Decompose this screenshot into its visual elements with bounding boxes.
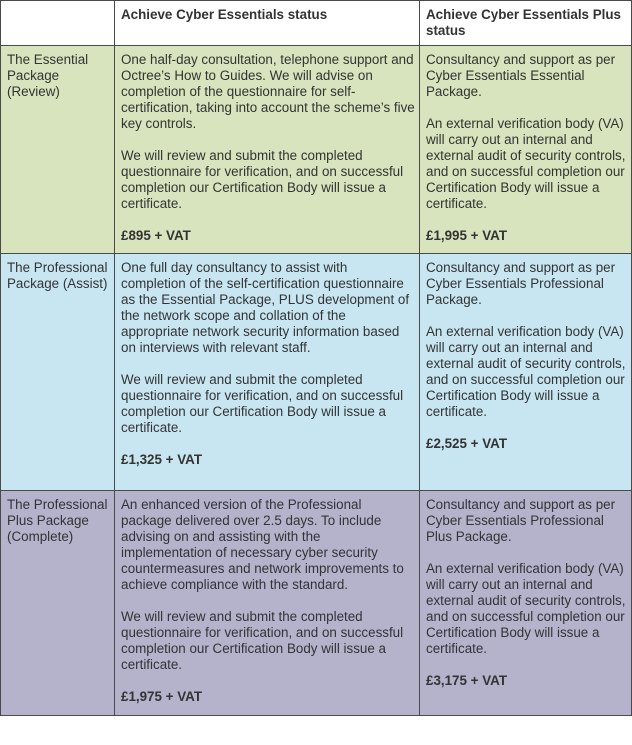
package-name: The Professional Package (Assist) <box>7 260 108 291</box>
price: £3,175 + VAT <box>426 673 508 688</box>
header-row <box>1 1 632 46</box>
header-empty-cell <box>1 1 115 46</box>
price: £1,975 + VAT <box>121 689 203 704</box>
table-row <box>1 491 632 716</box>
price: £895 + VAT <box>121 228 191 243</box>
price: £1,995 + VAT <box>426 228 508 243</box>
cyber-essentials-plus-cell <box>420 46 632 254</box>
description-paragraph: An external verification body (VA) will carry out an internal and external audit of security controls, and on successful completion our Certification Body will issue a certificate. <box>426 116 626 211</box>
package-name: The Essential Package (Review) <box>7 52 89 99</box>
header-cyber-essentials: Achieve Cyber Essentials status <box>115 1 420 46</box>
package-name-cell <box>1 254 115 491</box>
cyber-essentials-plus-cell <box>420 491 632 716</box>
price: £2,525 + VAT <box>426 436 508 451</box>
description-paragraph: We will review and submit the completed questionnaire for verification, and on successful completion our Certification Body will issue a certificate. <box>121 372 404 435</box>
cyber-essentials-plus-cell <box>420 254 632 491</box>
cyber-essentials-cell <box>115 254 420 491</box>
description-paragraph: An enhanced version of the Professional package delivered over 2.5 days. To include advising on and assisting with the implementation of necessary cyber security countermeasures and network improvements to achieve compliance with the standard. <box>121 497 404 592</box>
package-name: The Professional Plus Package (Complete) <box>7 497 108 544</box>
package-name-cell <box>1 46 115 254</box>
cyber-essentials-cell <box>115 46 420 254</box>
description-paragraph: We will review and submit the completed questionnaire for verification, and on successful completion our Certification Body will issue a certificate. <box>121 609 404 672</box>
description-paragraph: One half-day consultation, telephone support and Octree’s How to Guides. We will advise on completion of the questionnaire for self-certification, taking into account the scheme’s five key controls. <box>121 52 415 131</box>
package-name-cell <box>1 491 115 716</box>
table-row <box>1 46 632 254</box>
description-paragraph: An external verification body (VA) will carry out an internal and external audit of security controls, and on successful completion our Certification Body will issue a certificate. <box>426 561 626 656</box>
header-cyber-essentials-plus: Achieve Cyber Essentials Plus status <box>420 1 632 46</box>
description-paragraph: An external verification body (VA) will carry out an internal and external audit of security controls, and on successful completion our Certification Body will issue a certificate. <box>426 324 626 419</box>
description-paragraph: Consultancy and support as per Cyber Essentials Essential Package. <box>426 52 616 99</box>
description-paragraph: One full day consultancy to assist with completion of the self-certification questionnaire as the Essential Package, PLUS development of the network scope and collation of the appropriate network security information based on interviews with relevant staff. <box>121 260 410 355</box>
price: £1,325 + VAT <box>121 452 203 467</box>
description-paragraph: Consultancy and support as per Cyber Essentials Professional Package. <box>426 260 616 307</box>
description-paragraph: Consultancy and support as per Cyber Essentials Professional Plus Package. <box>426 497 616 544</box>
cyber-essentials-cell <box>115 491 420 716</box>
table-row <box>1 254 632 491</box>
description-paragraph: We will review and submit the completed questionnaire for verification, and on successful completion our Certification Body will issue a certificate. <box>121 148 404 211</box>
